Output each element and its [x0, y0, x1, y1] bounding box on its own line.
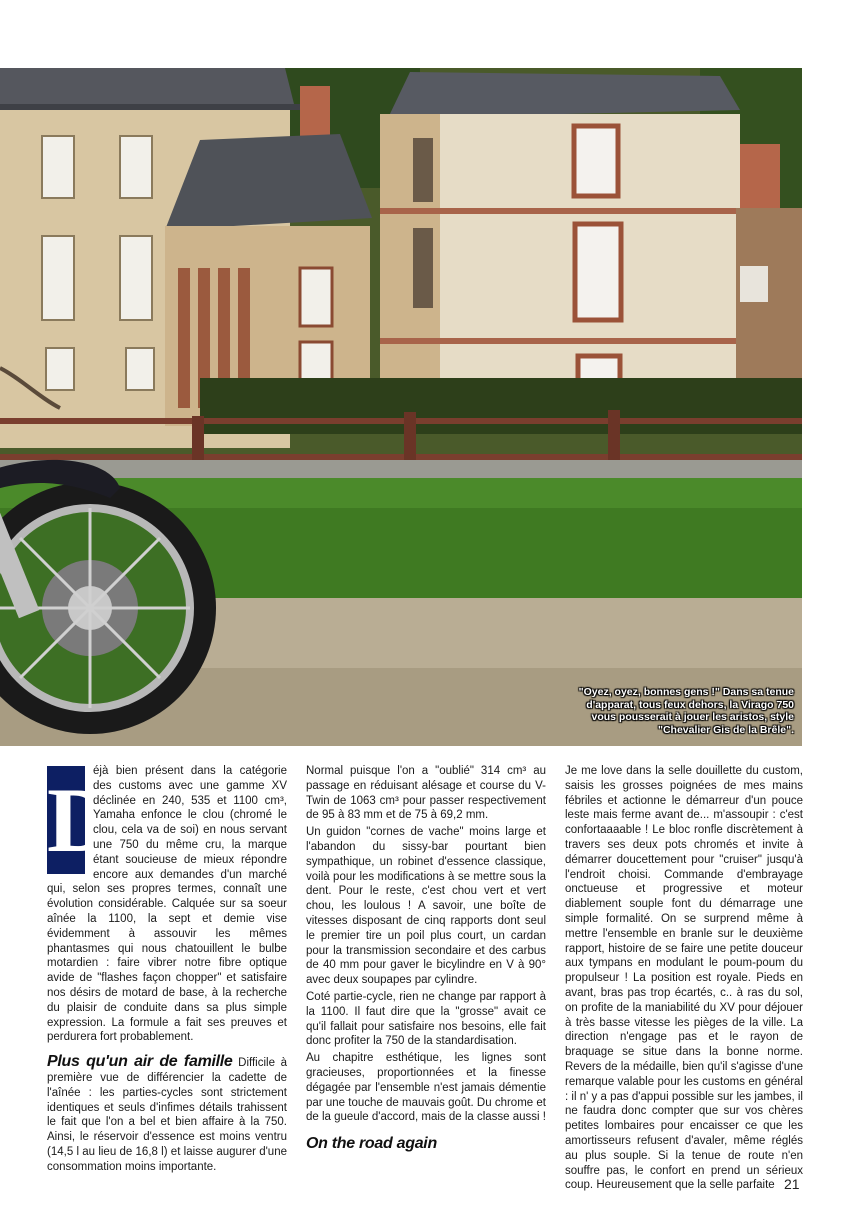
- paragraph-aesthetics: Au chapitre esthétique, les lignes sont gracieuses, proportionnées et la finesse dégagée par l'ensemble n'est jamais démentie par une touche de mauvais goût. Du chrome et de la gueule d'accord, mais de la classe aussi !: [306, 1052, 546, 1124]
- section-road: [306, 1137, 546, 1153]
- page-number: 21: [784, 1176, 800, 1192]
- paragraph-modifications: Un guidon "cornes de vache" moins large et l'abandon du sissy-bar pourtant bien sympathique, un robinet d'essence classique, voilà pour les modifications à se mettre sous la dent. Pour le reste, c'est chou vert et vert chou, les loulous ! A savoir, une boîte de vitesses disposant de cinq rapports dont seul le premier tire un poil plus court, un cardan pour la transmission secondaire et des carbus de 40 mm pour gaver le bicylindre en V à 90° avec deux soupapes par cylindre.: [306, 826, 546, 987]
- article-column-1: [47, 764, 287, 1177]
- subhead-road: On the road again: [306, 1135, 437, 1153]
- chateau-motorcycle-image: [0, 68, 802, 746]
- intro-paragraph: éjà bien présent dans la catégorie des customs avec une gamme XV déclinée en 240, 535 et 1100 cm³, Yamaha enfonce le clou (chromé le clou, cela va de soi) en nous servant une 750 du même cru, la marque étant soucieuse de mieux répondre encore aux demandes d'un marché qui, selon ses propres termes, connaît une évolution considérable. Calquée sur sa soeur aînée la 1100, la sept et demie vise évidemment à assouvir les mêmes phantasmes qui nous chatouillent le bulbe motardien : faire vibrer notre fibre optique avide de "flashes façon chopper" et satisfaire nos désirs de motard de base, à la recherche du plaisir de conduite dans sa plus simple expression. La formule a fait ses preuves et perdurera fort probablement.: [47, 765, 287, 1044]
- photo-caption: "Oyez, oyez, bonnes gens !" Dans sa tenue d'apparat, tous feux dehors, la Virago 750 vous pousserait à jouer les aristos, style "Chevalier Gis de la Brêle".: [578, 686, 794, 736]
- paragraph-road: Je me love dans la selle douillette du custom, saisis les grosses poignées de mes mains fébriles et actionne le démarreur d'un pouce leste mais ferme avant de... m'assoupir : c'est confortaaaable ! Le bloc ronfle discrètement à travers ses deux pots chromés et invite à démarrer doucettement pour "cruiser" jusqu'à l'endroit choisi. Commande d'embrayage onctueuse et progressive et moteur diablement souple font du démarrage une simple formalité. On se surprend même à mettre l'ensemble en branle sur le deuxième rapport, histoire de se faire une petite douceur aux tympans en modulant le poum-poum du propulseur ! La position est royale. Pieds en avant, bras pas trop écartés, c.. à ras du sol, on profite de la maniabilité du XV pour déjouer à très basse vitesse les pièges de la ville. La direction n'engage pas et le rayon de braquage se situe dans la bonne norme. Revers de la médaille, bien qu'il s'agisse d'une remarque valable pour les customs en général : il n' y a pas d'appui possible sur les jambes, il ne faudra donc compter que sur vos chères petites lombaires pour encaisser ce que les amortisseurs refusent d'avaler, même réglés au plus souple. Si la tenue de route n'en souffre pas, le confort en prend un sérieux coup. Heureusement que la selle parfaite: [565, 765, 803, 1192]
- paragraph-displacement: Normal puisque l'on a "oublié" 314 cm³ au passage en réduisant alésage et course du V-Twin de 1063 cm³ pour passer respectivement de 95 à 83 mm et de 75 à 69,2 mm.: [306, 765, 546, 822]
- article-column-3: [565, 764, 803, 1195]
- article-photo: [0, 68, 802, 746]
- drop-cap: D: [47, 766, 85, 874]
- article-column-2: [306, 764, 546, 1155]
- section-family: [47, 1055, 287, 1174]
- paragraph-famille: Difficile à première vue de différencier la cadette de l'aînée : les parties-cycles sont strictement identiques et seuls d'infimes détails trahissent le fait que l'on a bel et bien affaire à la 750. Ainsi, le réservoir d'essence est moins ventru (14,5 l au lieu de 16,8 l) et laisse augurer d'une consommation moins importante.: [47, 1057, 287, 1173]
- subhead-famille: Plus qu'un air de famille: [47, 1053, 233, 1071]
- paragraph-chassis: Coté partie-cycle, rien ne change par rapport à la 1100. Il faut dire que la "grosse" avait ce qu'il fallait pour satisfaire nos besoins, elle fait donc profiter la 750 de la standardisation.: [306, 990, 546, 1048]
